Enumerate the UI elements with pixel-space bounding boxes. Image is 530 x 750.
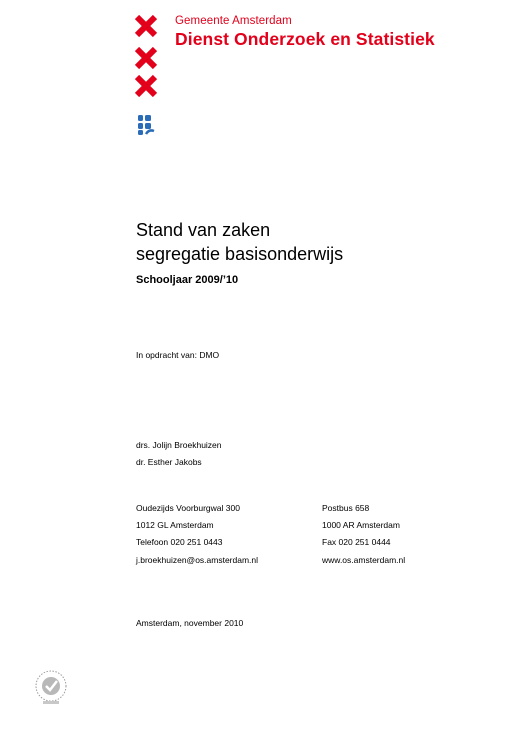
certification-seal-icon	[33, 668, 69, 706]
department-name: Dienst Onderzoek en Statistiek	[175, 29, 435, 49]
place-date: Amsterdam, november 2010	[136, 618, 244, 628]
municipality-name: Gemeente Amsterdam	[175, 15, 292, 27]
email-address[interactable]: j.broekhuizen@os.amsterdam.nl	[136, 555, 259, 565]
fax-number: Fax 020 251 0444	[322, 537, 391, 547]
phone-number: Telefoon 020 251 0443	[136, 537, 223, 547]
dos-logo-icon	[137, 114, 157, 136]
title-line-2: segregatie basisonderwijs	[136, 244, 344, 264]
po-box-postal: 1000 AR Amsterdam	[322, 520, 400, 530]
title-line-1: Stand van zaken	[136, 220, 271, 240]
report-title	[136, 218, 343, 266]
address-street: Oudezijds Voorburgwal 300	[136, 503, 240, 513]
address-postal: 1012 GL Amsterdam	[136, 520, 214, 530]
report-subtitle: Schooljaar 2009/’10	[136, 274, 239, 286]
commission-text: In opdracht van: DMO	[136, 350, 220, 360]
po-box: Postbus 658	[322, 503, 370, 513]
author-1: drs. Jolijn Broekhuizen	[136, 440, 222, 450]
x-cross-icon	[134, 14, 158, 38]
organization-name	[175, 14, 435, 50]
x-cross-icon	[134, 46, 158, 70]
website-link[interactable]: www.os.amsterdam.nl	[322, 555, 406, 565]
author-2: dr. Esther Jakobs	[136, 457, 202, 467]
x-cross-icon	[134, 74, 158, 98]
